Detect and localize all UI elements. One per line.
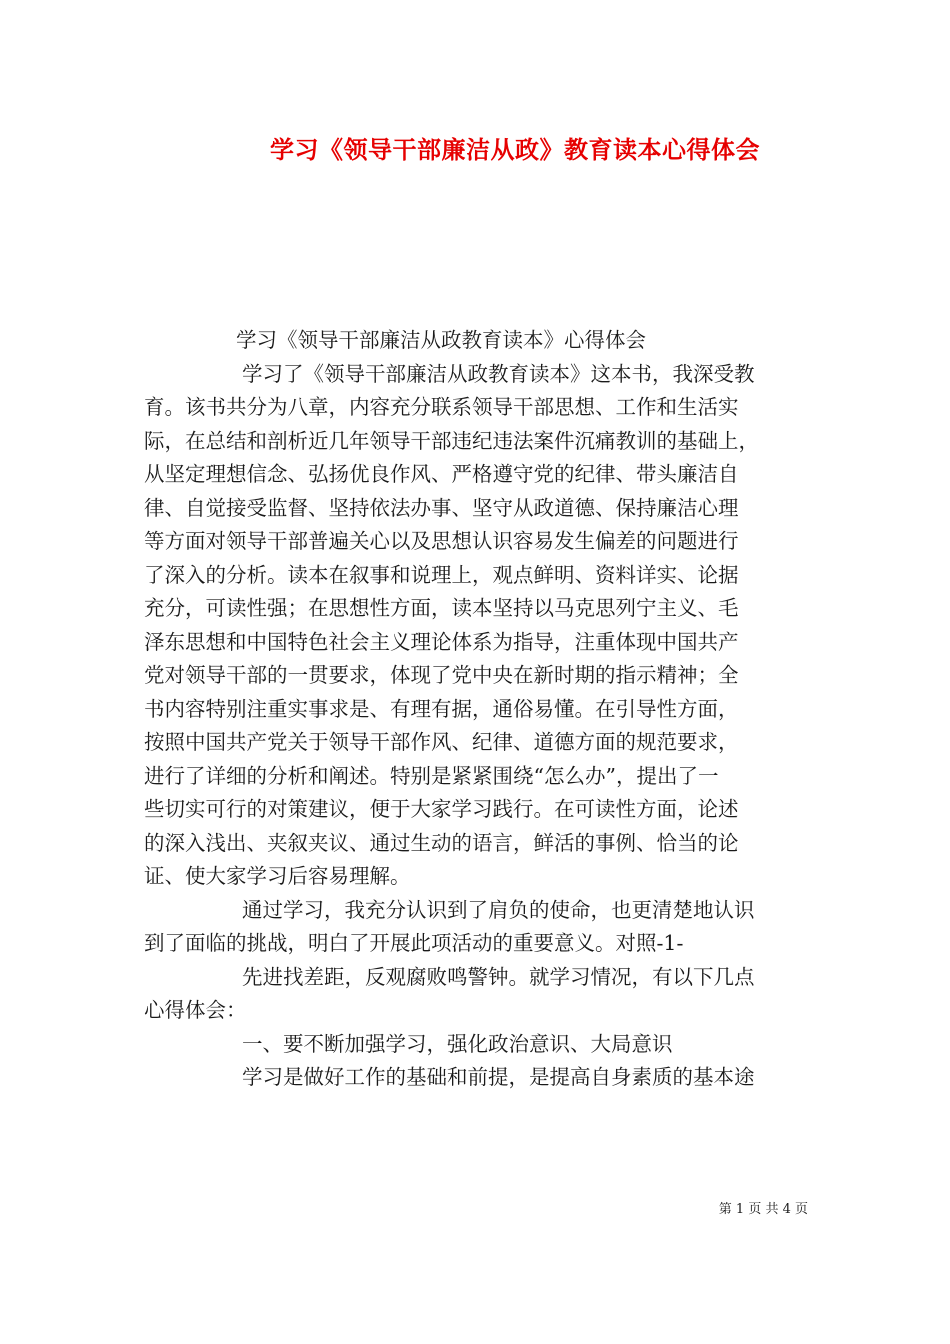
document-title: 学习《领导干部廉洁从政》教育读本心得体会 — [270, 135, 760, 164]
paragraph-line: 际，在总结和剖析近几年领导干部违纪违法案件沉痛教训的基础上， — [144, 428, 759, 453]
paragraph-line: 律、自觉接受监督、坚持依法办事、坚守从政道德、保持廉洁心理 — [144, 495, 739, 520]
subtitle-line: 学习《领导干部廉洁从政教育读本》心得体会 — [236, 328, 646, 352]
paragraph-line: 到了面临的挑战，明白了开展此项活动的重要意义。对照-1- — [144, 931, 684, 955]
paragraph-line: 按照中国共产党关于领导干部作风、纪律、道德方面的规范要求， — [144, 730, 739, 754]
paragraph-line: 党对领导干部的一贯要求，体现了党中央在新时期的指示精神；全 — [144, 663, 739, 687]
paragraph-line: 些切实可行的对策建议，便于大家学习践行。在可读性方面，论述 — [144, 797, 739, 821]
paragraph-line: 了深入的分析。读本在叙事和说理上，观点鲜明、资料详实、论据 — [144, 562, 739, 587]
paragraph-line: 充分，可读性强；在思想性方面，读本坚持以马克思列宁主义、毛 — [144, 596, 739, 620]
paragraph-line: 通过学习，我充分认识到了肩负的使命，也更清楚地认识 — [242, 897, 755, 922]
document-body — [144, 324, 812, 1095]
paragraph-line: 先进找差距，反观腐败鸣警钟。就学习情况，有以下几点 — [242, 964, 755, 989]
paragraph-line: 育。该书共分为八章，内容充分联系领导干部思想、工作和生活实 — [144, 395, 739, 419]
page-footer: 第 1 页 共 4 页 — [718, 1202, 808, 1217]
paragraph-line: 证、使大家学习后容易理解。 — [144, 864, 411, 888]
section-heading: 一、要不断加强学习，强化政治意识、大局意识 — [242, 1031, 673, 1056]
paragraph-line: 心得体会： — [144, 998, 247, 1022]
paragraph-line: 等方面对领导干部普遍关心以及思想认识容易发生偏差的问题进行 — [144, 529, 739, 553]
paragraph-line: 从坚定理想信念、弘扬优良作风、严格遵守党的纪律、带头廉洁自 — [144, 462, 739, 486]
paragraph-line: 的深入浅出、夹叙夹议、通过生动的语言，鲜活的事例、恰当的论 — [144, 830, 739, 855]
paragraph-line: 书内容特别注重实事求是、有理有据，通俗易懂。在引导性方面， — [144, 696, 739, 721]
paragraph-line: 学习了《领导干部廉洁从政教育读本》这本书，我深受教 — [242, 361, 755, 386]
paragraph-line: 学习是做好工作的基础和前提，是提高自身素质的基本途 — [242, 1065, 755, 1089]
paragraph-line: 泽东思想和中国特色社会主义理论体系为指导，注重体现中国共产 — [144, 629, 739, 654]
paragraph-line: 进行了详细的分析和阐述。特别是紧紧围绕“怎么办”，提出了一 — [144, 763, 719, 788]
